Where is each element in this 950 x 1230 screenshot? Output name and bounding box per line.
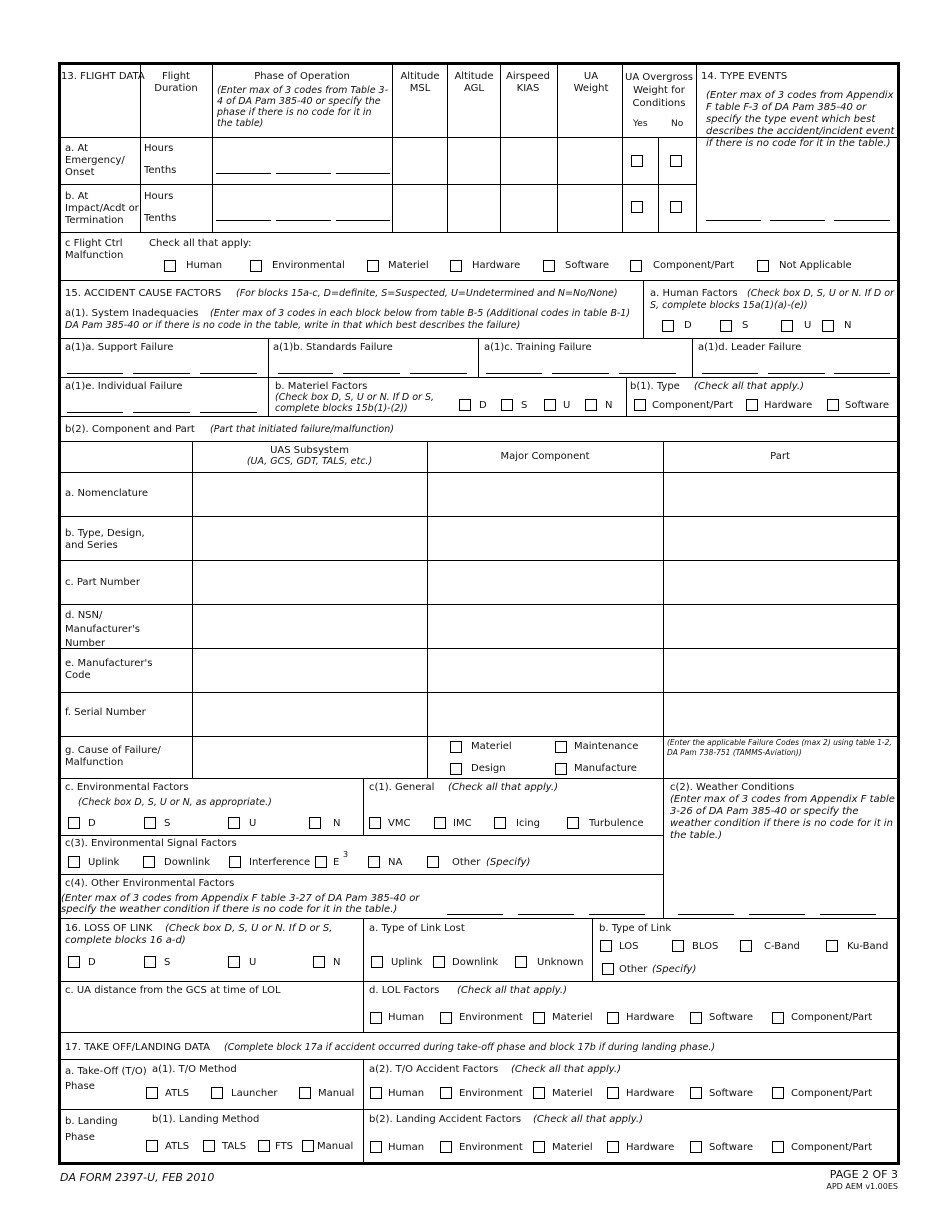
ld-manual-checkbox[interactable]: [302, 1140, 314, 1152]
no-label: No: [671, 119, 684, 129]
lol-hardware-checkbox[interactable]: [607, 1012, 619, 1024]
b2-note: (Part that initiated failure/malfunction): [210, 424, 394, 435]
ld-factor-opt: Component/Part: [791, 1142, 873, 1153]
env-factors-note: (Check box D, S, U or N, as appropriate.): [78, 797, 272, 808]
b1-type-note: (Check all that apply.): [694, 381, 805, 392]
hours-label: Hours: [144, 143, 174, 154]
sec16-note: (Check box D, S, U or N. If D or S, complete blocks 16 a-d): [65, 923, 333, 946]
dsun-label: D: [88, 957, 96, 968]
to-software-checkbox[interactable]: [690, 1087, 702, 1099]
lol-opt: Human: [388, 1012, 425, 1023]
env-s-checkbox[interactable]: [144, 817, 156, 829]
lol-u-checkbox[interactable]: [228, 956, 240, 968]
malfunction-opt: Not Applicable: [779, 260, 852, 271]
cause-opt: Maintenance: [574, 741, 639, 752]
type-link-opt: C-Band: [764, 941, 800, 952]
dsun-label: D: [684, 320, 692, 331]
to-factors-note: (Check all that apply.): [511, 1064, 622, 1075]
b1-opt: Hardware: [764, 400, 813, 411]
human-d-checkbox[interactable]: [662, 320, 674, 332]
col-ua-weight: UA Weight: [573, 71, 609, 94]
lol-environment-checkbox[interactable]: [440, 1012, 452, 1024]
row-a-label: a. At Emergency/ Onset: [65, 143, 125, 178]
link-kuband-checkbox[interactable]: [826, 940, 838, 952]
to-method-opt: Launcher: [231, 1088, 278, 1099]
row-mfr-code: e. Manufacturer's Code: [65, 658, 153, 681]
overgross-no-a-checkbox[interactable]: [670, 155, 682, 167]
type-link-opt: BLOS: [692, 941, 719, 952]
type-of-link-label: b. Type of Link: [599, 923, 672, 934]
cause-design-checkbox[interactable]: [450, 763, 462, 775]
specify-label: (Specify): [652, 964, 697, 975]
to-factors-label: a(2). T/O Accident Factors: [369, 1064, 499, 1075]
ua-distance-label: c. UA distance from the GCS at time of LOL: [65, 985, 281, 996]
ld-hardware-checkbox[interactable]: [607, 1141, 619, 1153]
materiel-d-checkbox[interactable]: [459, 399, 471, 411]
form-frame: [58, 62, 900, 1165]
ld-factor-opt: Environment: [459, 1142, 523, 1153]
to-factor-opt: Environment: [459, 1088, 523, 1099]
c3-opt: Uplink: [88, 857, 120, 868]
c3-opt: E: [333, 857, 340, 868]
c3-e3-checkbox[interactable]: [315, 856, 327, 868]
ld-human-checkbox[interactable]: [370, 1141, 382, 1153]
cause-opt: Design: [471, 763, 506, 774]
lol-opt: Hardware: [626, 1012, 675, 1023]
col-phase: Phase of Operation: [254, 71, 350, 82]
col-uas-note: (UA, GCS, GDT, TALS, etc.): [246, 456, 373, 467]
env-factors-label: c. Environmental Factors: [65, 782, 189, 793]
page-number: PAGE 2 OF 3: [829, 1168, 898, 1181]
col-part: Part: [770, 451, 790, 462]
ld-environment-checkbox[interactable]: [440, 1141, 452, 1153]
malfunction-na-checkbox[interactable]: [757, 260, 769, 272]
dsun-label: N: [844, 320, 852, 331]
env-n-checkbox[interactable]: [309, 817, 321, 829]
lol-factors-note: (Check all that apply.): [457, 985, 568, 996]
check-all-label: Check all that apply:: [149, 238, 252, 249]
hours-label: Hours: [144, 191, 174, 202]
malfunction-human-checkbox[interactable]: [164, 260, 176, 272]
row-nsn: d. NSN/ Manufacturer's Number: [65, 610, 140, 649]
dsun-label: S: [164, 818, 171, 829]
dsun-label: U: [249, 818, 257, 829]
lost-uplink-checkbox[interactable]: [371, 956, 383, 968]
malfunction-materiel-checkbox[interactable]: [367, 260, 379, 272]
sec15-title-note: (For blocks 15a-c, D=definite, S=Suspected, U=Undetermined and N=No/None): [236, 288, 618, 299]
type-link-opt: LOS: [619, 941, 639, 952]
overgross-no-b-checkbox[interactable]: [670, 201, 682, 213]
c3-downlink-checkbox[interactable]: [143, 856, 155, 868]
c1-opt: Turbulence: [589, 818, 644, 829]
c3-opt: NA: [388, 857, 403, 868]
col-uas-subsystem: UAS Subsystem: [270, 445, 349, 456]
b2-label: b(2). Component and Part: [65, 424, 195, 435]
dsun-label: N: [333, 818, 341, 829]
c3-opt: Downlink: [164, 857, 211, 868]
col-overgross: UA Overgross Weight for Conditions: [625, 72, 693, 109]
cause-materiel-checkbox[interactable]: [450, 741, 462, 753]
to-method-opt: Manual: [318, 1088, 355, 1099]
overgross-yes-b-checkbox[interactable]: [631, 201, 643, 213]
ld-method-opt: Manual: [317, 1141, 354, 1152]
sys-inadequacies-note: (Enter max of 3 codes in each block below from table B-5 (Additional codes in table B-1) DA Pam 385-40 or if there is no code in the table, write in that which best describes the failure): [65, 308, 631, 331]
human-u-checkbox[interactable]: [781, 320, 793, 332]
link-blos-checkbox[interactable]: [672, 940, 684, 952]
lol-opt: Materiel: [552, 1012, 593, 1023]
c3-uplink-checkbox[interactable]: [68, 856, 80, 868]
dsun-label: U: [249, 957, 257, 968]
sec14-note: (Enter max of 3 codes from Appendix F table F-3 of DA Pam 385-40 or specify the type event which best describes the accident/incident event if there is no code for it in the table.): [706, 90, 895, 149]
human-factors-label: a. Human Factors: [650, 288, 738, 299]
to-factor-opt: Component/Part: [791, 1088, 873, 1099]
training-failure-label: a(1)c. Training Failure: [484, 342, 592, 353]
leader-failure-label: a(1)d. Leader Failure: [698, 342, 802, 353]
c2-note: (Enter max of 3 codes from Appendix F table 3-26 of DA Pam 385-40 or specify the weather condition if there is no code for it in the table.): [670, 794, 895, 841]
malfunction-opt: Component/Part: [653, 260, 735, 271]
dsun-label: U: [563, 400, 571, 411]
ld-materiel-checkbox[interactable]: [533, 1141, 545, 1153]
row-part-number: c. Part Number: [65, 577, 140, 588]
col-phase-note: (Enter max of 3 codes from Table 3-4 of DA Pam 385-40 or specify the phase if there is no code for it in the table): [217, 85, 389, 129]
lol-human-checkbox[interactable]: [370, 1012, 382, 1024]
ld-factors-label: b(2). Landing Accident Factors: [369, 1114, 522, 1125]
c3-other-checkbox[interactable]: [427, 856, 439, 868]
overgross-yes-a-checkbox[interactable]: [631, 155, 643, 167]
b1-hardware-checkbox[interactable]: [746, 399, 758, 411]
human-n-checkbox[interactable]: [822, 320, 834, 332]
type-link-opt: Other: [619, 964, 648, 975]
sec14-title: 14. TYPE EVENTS: [701, 71, 788, 82]
malfunction-opt: Environmental: [272, 260, 345, 271]
lost-unknown-checkbox[interactable]: [515, 956, 527, 968]
dsun-label: D: [88, 818, 96, 829]
lol-materiel-checkbox[interactable]: [533, 1012, 545, 1024]
human-s-checkbox[interactable]: [720, 320, 732, 332]
ld-atls-checkbox[interactable]: [146, 1140, 158, 1152]
lol-factors-label: d. LOL Factors: [369, 985, 440, 996]
to-atls-checkbox[interactable]: [146, 1087, 158, 1099]
c3-opt: Interference: [249, 857, 311, 868]
to-factor-opt: Materiel: [552, 1088, 593, 1099]
malfunction-opt: Human: [186, 260, 223, 271]
ld-method-label: b(1). Landing Method: [152, 1114, 260, 1125]
col-airspeed: Airspeed KIAS: [506, 71, 550, 94]
c1-vmc-checkbox[interactable]: [369, 817, 381, 829]
sec16-title: 16. LOSS OF LINK: [65, 923, 153, 934]
malfunction-hardware-checkbox[interactable]: [450, 260, 462, 272]
ld-method-opt: TALS: [222, 1141, 247, 1152]
ld-factor-opt: Materiel: [552, 1142, 593, 1153]
link-los-checkbox[interactable]: [600, 940, 612, 952]
row-cause: g. Cause of Failure/ Malfunction: [65, 745, 161, 768]
specify-label: (Specify): [486, 857, 531, 868]
env-d-checkbox[interactable]: [68, 817, 80, 829]
c1-imc-checkbox[interactable]: [434, 817, 446, 829]
malfunction-component-checkbox[interactable]: [630, 260, 642, 272]
col-alt-msl: Altitude MSL: [400, 71, 440, 94]
row-c-label: c Flight Ctrl Malfunction: [65, 238, 124, 261]
human-factors-note: (Check box D, S, U or N. If D or S, complete blocks 15a(1)(a)-(e)): [650, 288, 894, 311]
to-factor-opt: Human: [388, 1088, 425, 1099]
type-lost-opt: Unknown: [537, 957, 584, 968]
standards-failure-label: a(1)b. Standards Failure: [273, 342, 393, 353]
dsun-label: N: [333, 957, 341, 968]
materiel-u-checkbox[interactable]: [544, 399, 556, 411]
cause-opt: Manufacture: [574, 763, 637, 774]
link-cband-checkbox[interactable]: [740, 940, 752, 952]
c3-interference-checkbox[interactable]: [229, 856, 241, 868]
lol-n-checkbox[interactable]: [313, 956, 325, 968]
lol-component-checkbox[interactable]: [772, 1012, 784, 1024]
sec13-title: 13. FLIGHT DATA: [61, 71, 145, 82]
ld-factor-opt: Human: [388, 1142, 425, 1153]
c1-icing-checkbox[interactable]: [494, 817, 506, 829]
sec17-note: (Complete block 17a if accident occurred during take-off phase and block 17b if during landing phase.): [224, 1042, 716, 1053]
type-lost-opt: Downlink: [452, 957, 499, 968]
dsun-label: S: [742, 320, 749, 331]
b1-component-checkbox[interactable]: [634, 399, 646, 411]
to-environment-checkbox[interactable]: [440, 1087, 452, 1099]
individual-failure-label: a(1)e. Individual Failure: [65, 381, 183, 392]
dsun-label: U: [804, 320, 812, 331]
takeoff-label: a. Take-Off (T/O) Phase: [65, 1066, 147, 1092]
type-link-opt: Ku-Band: [847, 941, 889, 952]
materiel-factors-label: b. Materiel Factors: [275, 381, 368, 392]
c1-opt: Icing: [516, 818, 540, 829]
materiel-factors-note: (Check box D, S, U or N. If D or S, complete blocks 15b(1)-(2)): [275, 392, 435, 414]
c1-label: c(1). General: [369, 782, 435, 793]
c4-label: c(4). Other Environmental Factors: [65, 878, 235, 889]
col-alt-agl: Altitude AGL: [454, 71, 494, 94]
c3-na-checkbox[interactable]: [368, 856, 380, 868]
link-other-checkbox[interactable]: [602, 963, 614, 975]
lol-s-checkbox[interactable]: [144, 956, 156, 968]
row-b-label: b. At Impact/Acdt or Termination: [65, 191, 139, 226]
b1-opt: Software: [845, 400, 890, 411]
to-factor-opt: Software: [709, 1088, 754, 1099]
malfunction-opt: Hardware: [472, 260, 521, 271]
env-u-checkbox[interactable]: [228, 817, 240, 829]
lol-opt: Environment: [459, 1012, 523, 1023]
e3-superscript: 3: [343, 850, 349, 859]
lol-opt: Component/Part: [791, 1012, 873, 1023]
type-lost-opt: Uplink: [391, 957, 423, 968]
c2-label: c(2). Weather Conditions: [670, 782, 795, 793]
materiel-s-checkbox[interactable]: [501, 399, 513, 411]
tenths-label: Tenths: [144, 165, 177, 176]
ld-tals-checkbox[interactable]: [203, 1140, 215, 1152]
lol-opt: Software: [709, 1012, 754, 1023]
col-major-component: Major Component: [500, 451, 590, 462]
c1-opt: VMC: [388, 818, 411, 829]
to-method-label: a(1). T/O Method: [152, 1064, 237, 1075]
row-nomenclature: a. Nomenclature: [65, 488, 149, 499]
cause-opt: Materiel: [471, 741, 512, 752]
materiel-n-checkbox[interactable]: [585, 399, 597, 411]
to-hardware-checkbox[interactable]: [607, 1087, 619, 1099]
ld-component-checkbox[interactable]: [772, 1141, 784, 1153]
c1-opt: IMC: [453, 818, 472, 829]
malfunction-software-checkbox[interactable]: [543, 260, 555, 272]
landing-label: b. Landing Phase: [65, 1116, 118, 1143]
form-code: APD AEM v1.00ES: [826, 1182, 898, 1191]
dsun-label: S: [521, 400, 528, 411]
sec15-title: 15. ACCIDENT CAUSE FACTORS: [65, 288, 222, 299]
to-materiel-checkbox[interactable]: [533, 1087, 545, 1099]
lol-software-checkbox[interactable]: [690, 1012, 702, 1024]
to-manual-checkbox[interactable]: [299, 1087, 311, 1099]
b1-type-label: b(1). Type: [630, 381, 680, 392]
yes-label: Yes: [633, 119, 648, 129]
malfunction-opt: Materiel: [388, 260, 429, 271]
cause-manufacture-checkbox[interactable]: [555, 763, 567, 775]
to-component-checkbox[interactable]: [772, 1087, 784, 1099]
ld-fts-checkbox[interactable]: [258, 1140, 270, 1152]
malfunction-opt: Software: [565, 260, 610, 271]
failure-codes-note: (Enter the applicable Failure Codes (max 2) using table 1-2, DA Pam 738-751 (TAMMS-Aviation)): [667, 738, 892, 757]
c1-note: (Check all that apply.): [448, 782, 559, 793]
b1-software-checkbox[interactable]: [827, 399, 839, 411]
to-factor-opt: Hardware: [626, 1088, 675, 1099]
ld-method-opt: ATLS: [165, 1141, 190, 1152]
lost-downlink-checkbox[interactable]: [433, 956, 445, 968]
c1-turbulence-checkbox[interactable]: [567, 817, 579, 829]
c3-label: c(3). Environmental Signal Factors: [65, 838, 237, 849]
ld-factor-opt: Hardware: [626, 1142, 675, 1153]
sec17-title: 17. TAKE OFF/LANDING DATA: [65, 1042, 210, 1053]
to-human-checkbox[interactable]: [370, 1087, 382, 1099]
type-link-lost-label: a. Type of Link Lost: [369, 923, 465, 934]
dsun-label: N: [605, 400, 613, 411]
to-method-opt: ATLS: [165, 1088, 190, 1099]
row-tds: b. Type, Design, and Series: [65, 528, 145, 551]
ld-factors-note: (Check all that apply.): [533, 1114, 644, 1125]
tenths-label: Tenths: [144, 213, 177, 224]
to-launcher-checkbox[interactable]: [211, 1087, 223, 1099]
ld-software-checkbox[interactable]: [690, 1141, 702, 1153]
dsun-label: S: [164, 957, 171, 968]
malfunction-environmental-checkbox[interactable]: [250, 260, 262, 272]
c3-opt: Other: [452, 857, 481, 868]
c4-note: (Enter max of 3 codes from Appendix F table 3-27 of DA Pam 385-40 or specify the weather condition if there is no code for it in the table.): [61, 893, 420, 915]
lol-d-checkbox[interactable]: [68, 956, 80, 968]
ld-factor-opt: Software: [709, 1142, 754, 1153]
cause-maintenance-checkbox[interactable]: [555, 741, 567, 753]
dsun-label: D: [479, 400, 487, 411]
sys-inadequacies-label: a(1). System Inadequacies: [65, 308, 199, 319]
support-failure-label: a(1)a. Support Failure: [65, 342, 174, 353]
form-number: DA FORM 2397-U, FEB 2010: [60, 1171, 215, 1184]
b1-opt: Component/Part: [652, 400, 734, 411]
col-flight-duration: Flight Duration: [154, 71, 198, 94]
row-serial: f. Serial Number: [65, 707, 146, 718]
ld-method-opt: FTS: [275, 1141, 294, 1152]
